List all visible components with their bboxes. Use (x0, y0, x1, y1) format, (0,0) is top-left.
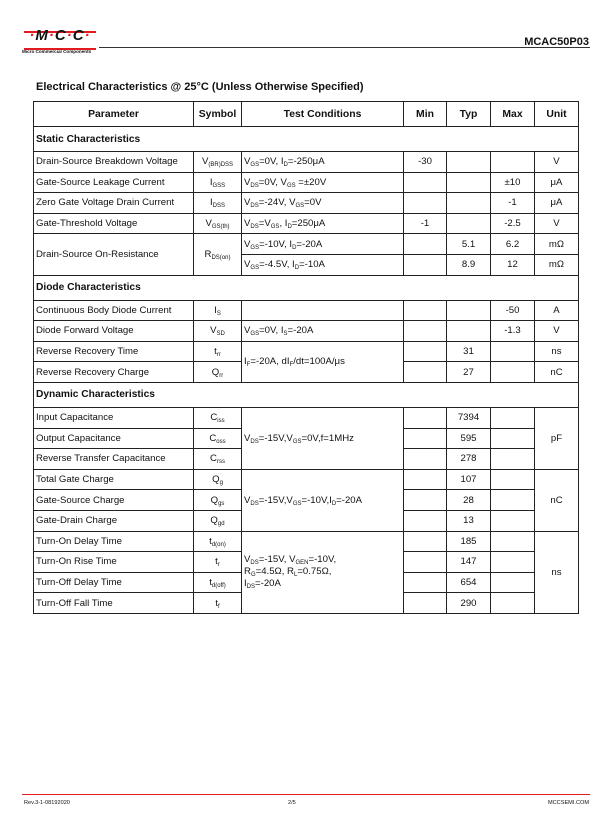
min-cell (404, 407, 447, 428)
table-row (34, 321, 579, 342)
min-cell (404, 572, 447, 593)
symbol-cell: $t_{d(on)}$ (194, 531, 242, 552)
max-cell (491, 469, 535, 490)
unit-cell: μA (535, 193, 579, 214)
min-cell (404, 193, 447, 214)
logo-letters: ·M·C·C· (29, 27, 91, 44)
max-cell: -1 (491, 193, 535, 214)
min-cell (404, 469, 447, 490)
min-cell: -30 (404, 152, 447, 173)
max-cell: -2.5 (491, 213, 535, 234)
min-cell (404, 449, 447, 470)
max-cell (491, 572, 535, 593)
part-number: MCAC50P03 (524, 36, 589, 48)
typ-cell: 7394 (447, 407, 491, 428)
min-cell (404, 593, 447, 614)
max-cell: 6.2 (491, 234, 535, 255)
min-cell (404, 428, 447, 449)
table-row (34, 531, 579, 552)
min-cell (404, 254, 447, 275)
typ-cell: 147 (447, 552, 491, 573)
param-cell: Drain-Source Breakdown Voltage (34, 152, 194, 173)
max-cell: 12 (491, 254, 535, 275)
condition-cell: $V_{GS}=0V$, $I_S=-20A$ (242, 321, 404, 342)
symbol-cell: $Q_{rr}$ (194, 362, 242, 383)
min-cell (404, 362, 447, 383)
static-title: Static Characteristics (34, 127, 579, 152)
table-row (34, 407, 579, 428)
diode-title: Diode Characteristics (34, 275, 579, 300)
param-cell: Input Capacitance (34, 407, 194, 428)
max-cell (491, 428, 535, 449)
symbol-cell: $C_{oss}$ (194, 428, 242, 449)
typ-cell: 13 (447, 510, 491, 531)
min-cell (404, 531, 447, 552)
min-cell (404, 510, 447, 531)
max-cell (491, 552, 535, 573)
col-header-test-conditions: Test Conditions (242, 102, 404, 127)
max-cell: -1.3 (491, 321, 535, 342)
footer-page-number: 2/5 (288, 800, 296, 806)
condition-cell: $I_F=-20A$, $dI_F/dt=100A/\mu s$ (242, 341, 404, 382)
param-cell: Output Capacitance (34, 428, 194, 449)
electrical-characteristics-table (33, 101, 579, 614)
unit-cell: ns (535, 341, 579, 362)
param-cell: Gate-Threshold Voltage (34, 213, 194, 234)
param-cell: Diode Forward Voltage (34, 321, 194, 342)
min-cell (404, 321, 447, 342)
typ-cell: 27 (447, 362, 491, 383)
symbol-cell: $R_{DS(on)}$ (194, 234, 242, 275)
table-row (34, 172, 579, 193)
footer-rule (22, 794, 590, 795)
max-cell: ±10 (491, 172, 535, 193)
condition-cell: $V_{DS}=V_{GS}$, $I_D=250\mu A$ (242, 213, 404, 234)
condition-cell: $V_{DS}=-24V$, $V_{GS}=0V$ (242, 193, 404, 214)
typ-cell: 5.1 (447, 234, 491, 255)
symbol-cell: $t_{rr}$ (194, 341, 242, 362)
table-row (34, 213, 579, 234)
symbol-cell: $Q_{gd}$ (194, 510, 242, 531)
typ-cell: 654 (447, 572, 491, 593)
col-header-unit: Unit (535, 102, 579, 127)
table-row (34, 152, 579, 173)
typ-cell: 107 (447, 469, 491, 490)
param-cell: Turn-On Delay Time (34, 531, 194, 552)
unit-cell: nC (535, 362, 579, 383)
condition-cell: $V_{GS}=-4.5V$, $I_D=-10A$ (242, 254, 404, 275)
typ-cell: 595 (447, 428, 491, 449)
max-cell (491, 449, 535, 470)
max-cell (491, 531, 535, 552)
col-header-typ: Typ (447, 102, 491, 127)
max-cell (491, 593, 535, 614)
symbol-cell: $t_f$ (194, 593, 242, 614)
table-row (34, 300, 579, 321)
section-row-static (34, 127, 579, 152)
param-cell: Turn-On Rise Time (34, 552, 194, 573)
col-header-parameter: Parameter (34, 102, 194, 127)
condition-cell: $V_{DS}=-15V,V_{GS}=0V,f=1MHz$ (242, 407, 404, 469)
typ-cell: 8.9 (447, 254, 491, 275)
unit-cell: nC (535, 469, 579, 531)
max-cell (491, 490, 535, 511)
param-cell: Turn-Off Delay Time (34, 572, 194, 593)
param-cell: Reverse Transfer Capacitance (34, 449, 194, 470)
table-header-row (34, 102, 579, 127)
typ-cell (447, 213, 491, 234)
param-cell: Total Gate Charge (34, 469, 194, 490)
symbol-cell: $I_S$ (194, 300, 242, 321)
section-row-diode (34, 275, 579, 300)
symbol-cell: $C_{rss}$ (194, 449, 242, 470)
unit-cell: V (535, 152, 579, 173)
condition-cell: $V_{DS}=-15V$, $V_{GEN}=-10V$, $R_G=4.5\Omega$, $R_L=0.75\Omega$, $I_{DS}=-20A$ (242, 531, 404, 613)
max-cell (491, 341, 535, 362)
max-cell (491, 510, 535, 531)
typ-cell (447, 321, 491, 342)
param-cell: Gate-Drain Charge (34, 510, 194, 531)
max-cell (491, 152, 535, 173)
unit-cell: A (535, 300, 579, 321)
footer-website: MCCSEMI.COM (547, 800, 589, 806)
col-header-min: Min (404, 102, 447, 127)
typ-cell (447, 193, 491, 214)
min-cell (404, 490, 447, 511)
condition-cell (242, 300, 404, 321)
symbol-cell: $I_{DSS}$ (194, 193, 242, 214)
condition-cell: $V_{GS}=0V$, $I_D=-250\mu A$ (242, 152, 404, 173)
table-row (34, 234, 579, 255)
param-cell: Reverse Recovery Charge (34, 362, 194, 383)
min-cell: -1 (404, 213, 447, 234)
typ-cell: 290 (447, 593, 491, 614)
min-cell (404, 341, 447, 362)
table-row (34, 341, 579, 362)
symbol-cell: $Q_{gs}$ (194, 490, 242, 511)
logo-subtitle: Micro Commercial Components (22, 49, 92, 54)
unit-cell: μA (535, 172, 579, 193)
col-header-max: Max (491, 102, 535, 127)
unit-cell: ns (535, 531, 579, 613)
typ-cell: 278 (447, 449, 491, 470)
section-row-dynamic (34, 382, 579, 407)
param-cell: Zero Gate Voltage Drain Current (34, 193, 194, 214)
unit-cell: mΩ (535, 234, 579, 255)
table-row (34, 469, 579, 490)
condition-cell: $V_{DS}=-15V,V_{GS}=-10V,I_D=-20A$ (242, 469, 404, 531)
min-cell (404, 552, 447, 573)
symbol-cell: $I_{GSS}$ (194, 172, 242, 193)
max-cell (491, 407, 535, 428)
typ-cell (447, 172, 491, 193)
max-cell (491, 362, 535, 383)
min-cell (404, 300, 447, 321)
condition-cell: $V_{GS}=-10V$, $I_D=-20A$ (242, 234, 404, 255)
max-cell: -50 (491, 300, 535, 321)
param-cell: Reverse Recovery Time (34, 341, 194, 362)
param-cell: Gate-Source Leakage Current (34, 172, 194, 193)
param-cell: Continuous Body Diode Current (34, 300, 194, 321)
table-row (34, 193, 579, 214)
unit-cell: V (535, 321, 579, 342)
symbol-cell: $V_{GS(th)}$ (194, 213, 242, 234)
dynamic-title: Dynamic Characteristics (34, 382, 579, 407)
min-cell (404, 234, 447, 255)
symbol-cell: $V_{SD}$ (194, 321, 242, 342)
symbol-cell: $C_{iss}$ (194, 407, 242, 428)
col-header-symbol: Symbol (194, 102, 242, 127)
symbol-cell: $t_r$ (194, 552, 242, 573)
section-title: Electrical Characteristics @ 25°C (Unless Otherwise Specified) (36, 81, 364, 93)
unit-cell: pF (535, 407, 579, 469)
condition-cell: $V_{DS}=0V$, $V_{GS} =\pm 20V$ (242, 172, 404, 193)
footer-revision: Rev.3-1-08192020 (24, 800, 70, 806)
symbol-cell: $V_{(BR)DSS}$ (194, 152, 242, 173)
typ-cell (447, 300, 491, 321)
param-cell: Drain-Source On-Resistance (34, 234, 194, 275)
typ-cell (447, 152, 491, 173)
unit-cell: V (535, 213, 579, 234)
typ-cell: 185 (447, 531, 491, 552)
min-cell (404, 172, 447, 193)
header-rule (99, 47, 590, 48)
unit-cell: mΩ (535, 254, 579, 275)
param-cell: Gate-Source Charge (34, 490, 194, 511)
typ-cell: 28 (447, 490, 491, 511)
param-cell: Turn-Off Fall Time (34, 593, 194, 614)
symbol-cell: $Q_g$ (194, 469, 242, 490)
typ-cell: 31 (447, 341, 491, 362)
symbol-cell: $t_{d(off)}$ (194, 572, 242, 593)
